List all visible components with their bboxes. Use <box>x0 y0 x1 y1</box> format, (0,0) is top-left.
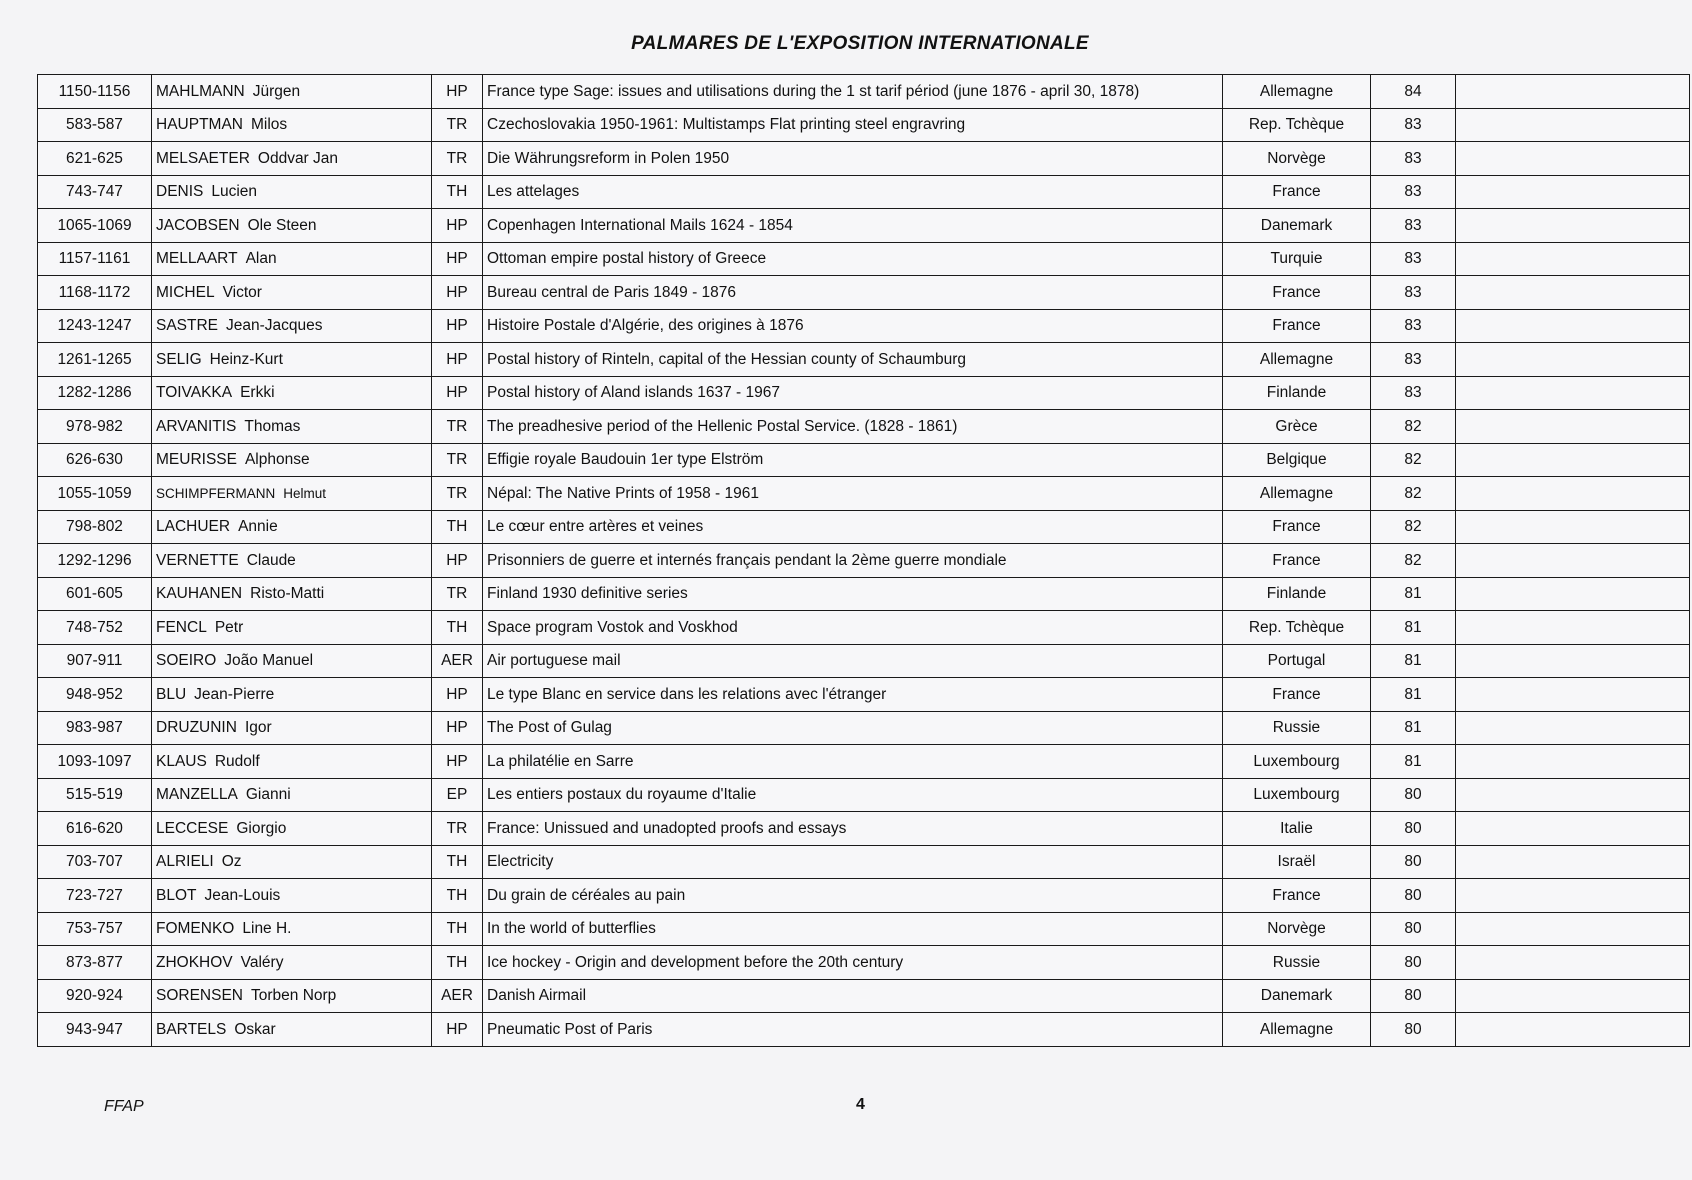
points-cell: 80 <box>1371 845 1456 879</box>
class-cell: TH <box>432 175 483 209</box>
award-cell <box>1456 812 1690 846</box>
country-cell: Allemagne <box>1223 75 1371 109</box>
exhibitor-name-cell <box>152 410 432 444</box>
exhibitor-name-cell <box>152 912 432 946</box>
points-cell: 82 <box>1371 410 1456 444</box>
country-cell: Portugal <box>1223 644 1371 678</box>
award-cell <box>1456 544 1690 578</box>
table-row <box>38 745 1690 779</box>
table-row <box>38 611 1690 645</box>
country-cell: France <box>1223 309 1371 343</box>
frame-numbers-cell: 616-620 <box>38 812 152 846</box>
table-row <box>38 644 1690 678</box>
award-cell <box>1456 175 1690 209</box>
exhibitor-last-name: HAUPTMAN <box>156 116 243 133</box>
frame-numbers-cell: 1157-1161 <box>38 242 152 276</box>
award-cell <box>1456 343 1690 377</box>
frame-numbers-cell: 978-982 <box>38 410 152 444</box>
exhibitor-name-cell <box>152 678 432 712</box>
points-cell: 82 <box>1371 544 1456 578</box>
class-cell: HP <box>432 745 483 779</box>
exhibit-title-cell: Les attelages <box>483 175 1223 209</box>
exhibitor-first-name: Heinz-Kurt <box>209 350 283 368</box>
exhibit-title-cell: Postal history of Aland islands 1637 - 1967 <box>483 376 1223 410</box>
exhibit-title-cell: The preadhesive period of the Hellenic Postal Service. (1828 - 1861) <box>483 410 1223 444</box>
table-row <box>38 778 1690 812</box>
exhibit-title-cell: Histoire Postale d'Algérie, des origines à 1876 <box>483 309 1223 343</box>
exhibitor-last-name: LACHUER <box>156 518 231 535</box>
class-cell: HP <box>432 309 483 343</box>
country-cell: Rep. Tchèque <box>1223 611 1371 645</box>
class-cell: TH <box>432 912 483 946</box>
points-cell: 80 <box>1371 879 1456 913</box>
exhibitor-last-name: ARVANITIS <box>156 417 237 435</box>
exhibitor-name-cell <box>152 577 432 611</box>
class-cell: HP <box>432 1013 483 1047</box>
table-row <box>38 678 1690 712</box>
exhibitor-last-name: SCHIMPFERMANN <box>156 485 276 501</box>
exhibitor-first-name: Alphonse <box>244 451 310 468</box>
table-row <box>38 175 1690 209</box>
table-row <box>38 510 1690 544</box>
class-cell: TR <box>432 410 483 444</box>
results-table <box>37 74 1690 1047</box>
frame-numbers-cell: 1065-1069 <box>38 209 152 243</box>
table-row <box>38 1013 1690 1047</box>
country-cell: Danemark <box>1223 209 1371 243</box>
exhibitor-first-name: Milos <box>250 116 288 133</box>
exhibitor-last-name: MICHEL <box>156 283 215 301</box>
country-cell: Turquie <box>1223 242 1371 276</box>
class-cell: HP <box>432 242 483 276</box>
class-cell: TH <box>432 845 483 879</box>
exhibit-title-cell: Le type Blanc en service dans les relations avec l'étranger <box>483 678 1223 712</box>
exhibitor-name-cell <box>152 376 432 410</box>
exhibitor-first-name: Lucien <box>211 183 258 200</box>
frame-numbers-cell: 943-947 <box>38 1013 152 1047</box>
table-row <box>38 276 1690 310</box>
points-cell: 80 <box>1371 812 1456 846</box>
award-cell <box>1456 678 1690 712</box>
exhibitor-last-name: MAHLMANN <box>156 82 245 100</box>
country-cell: France <box>1223 678 1371 712</box>
class-cell: AER <box>432 644 483 678</box>
class-cell: EP <box>432 778 483 812</box>
exhibitor-last-name: ALRIELI <box>156 853 214 870</box>
points-cell: 84 <box>1371 75 1456 109</box>
points-cell: 83 <box>1371 108 1456 142</box>
exhibitor-last-name: LECCESE <box>156 819 229 837</box>
exhibit-title-cell: In the world of butterflies <box>483 912 1223 946</box>
exhibitor-last-name: KLAUS <box>156 752 207 770</box>
table-row <box>38 410 1690 444</box>
exhibit-title-cell: Czechoslovakia 1950-1961: Multistamps Flat printing steel engravring <box>483 108 1223 142</box>
award-cell <box>1456 946 1690 980</box>
award-cell <box>1456 510 1690 544</box>
exhibitor-last-name: BARTELS <box>156 1020 227 1038</box>
table-row <box>38 711 1690 745</box>
exhibitor-first-name: Igor <box>244 719 272 736</box>
exhibitor-name-cell <box>152 477 432 511</box>
exhibit-title-cell: Danish Airmail <box>483 979 1223 1013</box>
country-cell: Rep. Tchèque <box>1223 108 1371 142</box>
class-cell: HP <box>432 711 483 745</box>
exhibitor-last-name: KAUHANEN <box>156 585 243 602</box>
class-cell: TH <box>432 510 483 544</box>
exhibitor-first-name: Alan <box>245 250 277 267</box>
award-cell <box>1456 912 1690 946</box>
exhibitor-last-name: TOIVAKKA <box>156 384 233 401</box>
exhibitor-name-cell <box>152 75 432 109</box>
exhibitor-name-cell <box>152 510 432 544</box>
points-cell: 83 <box>1371 309 1456 343</box>
exhibitor-first-name: Gianni <box>245 786 291 803</box>
award-cell <box>1456 477 1690 511</box>
points-cell: 80 <box>1371 979 1456 1013</box>
country-cell: Allemagne <box>1223 1013 1371 1047</box>
exhibit-title-cell: Postal history of Rinteln, capital of the Hessian county of Schaumburg <box>483 343 1223 377</box>
award-cell <box>1456 611 1690 645</box>
class-cell: TH <box>432 946 483 980</box>
exhibitor-name-cell <box>152 108 432 142</box>
exhibitor-name-cell <box>152 209 432 243</box>
table-row <box>38 443 1690 477</box>
exhibitor-name-cell <box>152 544 432 578</box>
exhibit-title-cell: Air portuguese mail <box>483 644 1223 678</box>
exhibit-title-cell: Du grain de céréales au pain <box>483 879 1223 913</box>
frame-numbers-cell: 1055-1059 <box>38 477 152 511</box>
exhibit-title-cell: Die Währungsreform in Polen 1950 <box>483 142 1223 176</box>
award-cell <box>1456 879 1690 913</box>
points-cell: 81 <box>1371 711 1456 745</box>
country-cell: France <box>1223 510 1371 544</box>
exhibitor-name-cell <box>152 343 432 377</box>
points-cell: 83 <box>1371 142 1456 176</box>
points-cell: 80 <box>1371 946 1456 980</box>
exhibitor-first-name: Oskar <box>234 1020 276 1038</box>
country-cell: Italie <box>1223 812 1371 846</box>
page-title: PALMARES DE L'EXPOSITION INTERNATIONALE <box>631 33 1089 54</box>
exhibitor-last-name: ZHOKHOV <box>156 953 233 971</box>
class-cell: HP <box>432 376 483 410</box>
exhibitor-first-name: Risto-Matti <box>250 585 325 602</box>
table-row <box>38 544 1690 578</box>
exhibitor-first-name: Ole Steen <box>247 216 317 234</box>
award-cell <box>1456 845 1690 879</box>
exhibitor-first-name: João Manuel <box>224 652 314 669</box>
exhibitor-first-name: Oz <box>221 853 242 870</box>
exhibit-title-cell: Copenhagen International Mails 1624 - 1854 <box>483 209 1223 243</box>
exhibitor-last-name: DENIS <box>156 183 204 200</box>
frame-numbers-cell: 1150-1156 <box>38 75 152 109</box>
award-cell <box>1456 108 1690 142</box>
table-row <box>38 879 1690 913</box>
exhibit-title-cell: Le cœur entre artères et veines <box>483 510 1223 544</box>
frame-numbers-cell: 1168-1172 <box>38 276 152 310</box>
exhibitor-last-name: JACOBSEN <box>156 216 240 234</box>
class-cell: HP <box>432 209 483 243</box>
exhibitor-last-name: BLOT <box>156 886 197 904</box>
exhibitor-last-name: SASTRE <box>156 317 219 334</box>
exhibitor-last-name: FOMENKO <box>156 920 235 937</box>
award-cell <box>1456 142 1690 176</box>
class-cell: TR <box>432 443 483 477</box>
exhibitor-name-cell <box>152 979 432 1013</box>
exhibitor-first-name: Line H. <box>242 920 292 937</box>
table-row <box>38 309 1690 343</box>
award-cell <box>1456 745 1690 779</box>
country-cell: France <box>1223 276 1371 310</box>
points-cell: 80 <box>1371 778 1456 812</box>
award-cell <box>1456 276 1690 310</box>
class-cell: TH <box>432 611 483 645</box>
exhibit-title-cell: Népal: The Native Prints of 1958 - 1961 <box>483 477 1223 511</box>
page-number: 4 <box>856 1096 865 1113</box>
frame-numbers-cell: 703-707 <box>38 845 152 879</box>
frame-numbers-cell: 1282-1286 <box>38 376 152 410</box>
exhibit-title-cell: Ottoman empire postal history of Greece <box>483 242 1223 276</box>
exhibitor-last-name: VERNETTE <box>156 551 239 569</box>
points-cell: 80 <box>1371 912 1456 946</box>
exhibitor-name-cell <box>152 946 432 980</box>
exhibit-title-cell: Electricity <box>483 845 1223 879</box>
exhibitor-name-cell <box>152 443 432 477</box>
points-cell: 82 <box>1371 477 1456 511</box>
exhibitor-name-cell <box>152 812 432 846</box>
points-cell: 81 <box>1371 611 1456 645</box>
exhibit-title-cell: Effigie royale Baudouin 1er type Elström <box>483 443 1223 477</box>
points-cell: 83 <box>1371 209 1456 243</box>
class-cell: TR <box>432 108 483 142</box>
table-row <box>38 209 1690 243</box>
country-cell: Luxembourg <box>1223 778 1371 812</box>
award-cell <box>1456 309 1690 343</box>
exhibitor-first-name: Helmut <box>283 485 327 501</box>
points-cell: 83 <box>1371 343 1456 377</box>
exhibitor-first-name: Torben Norp <box>251 987 337 1004</box>
exhibitor-name-cell <box>152 778 432 812</box>
class-cell: HP <box>432 343 483 377</box>
country-cell: Israël <box>1223 845 1371 879</box>
table-row <box>38 242 1690 276</box>
footer-organization: FFAP <box>104 1098 144 1115</box>
table-row <box>38 812 1690 846</box>
exhibit-title-cell: France type Sage: issues and utilisations during the 1 st tarif périod (june 1876 - april 30, 1878) <box>483 75 1223 109</box>
exhibitor-first-name: Thomas <box>244 417 301 435</box>
exhibitor-last-name: FENCL <box>156 618 207 636</box>
exhibitor-name-cell <box>152 644 432 678</box>
class-cell: HP <box>432 544 483 578</box>
exhibitor-name-cell <box>152 711 432 745</box>
country-cell: France <box>1223 175 1371 209</box>
exhibit-title-cell: France: Unissued and unadopted proofs and essays <box>483 812 1223 846</box>
frame-numbers-cell: 983-987 <box>38 711 152 745</box>
points-cell: 81 <box>1371 644 1456 678</box>
points-cell: 83 <box>1371 175 1456 209</box>
exhibitor-last-name: MEURISSE <box>156 451 237 468</box>
points-cell: 83 <box>1371 242 1456 276</box>
table-row <box>38 477 1690 511</box>
points-cell: 82 <box>1371 510 1456 544</box>
exhibitor-first-name: Oddvar Jan <box>257 149 339 167</box>
exhibitor-last-name: MELSAETER <box>156 149 250 167</box>
country-cell: Belgique <box>1223 443 1371 477</box>
exhibitor-name-cell <box>152 879 432 913</box>
table-row <box>38 912 1690 946</box>
class-cell: HP <box>432 75 483 109</box>
points-cell: 82 <box>1371 443 1456 477</box>
award-cell <box>1456 979 1690 1013</box>
frame-numbers-cell: 873-877 <box>38 946 152 980</box>
award-cell <box>1456 1013 1690 1047</box>
exhibitor-last-name: SORENSEN <box>156 987 243 1004</box>
award-cell <box>1456 75 1690 109</box>
class-cell: TR <box>432 477 483 511</box>
points-cell: 81 <box>1371 577 1456 611</box>
award-cell <box>1456 443 1690 477</box>
exhibitor-last-name: SOEIRO <box>156 652 217 669</box>
exhibitor-first-name: Jean-Pierre <box>194 685 275 703</box>
table-row <box>38 946 1690 980</box>
exhibitor-name-cell <box>152 175 432 209</box>
frame-numbers-cell: 1261-1265 <box>38 343 152 377</box>
country-cell: Russie <box>1223 711 1371 745</box>
country-cell: France <box>1223 544 1371 578</box>
frame-numbers-cell: 583-587 <box>38 108 152 142</box>
class-cell: HP <box>432 276 483 310</box>
exhibitor-first-name: Jean-Jacques <box>226 317 323 334</box>
frame-numbers-cell: 798-802 <box>38 510 152 544</box>
exhibit-title-cell: La philatélie en Sarre <box>483 745 1223 779</box>
exhibitor-first-name: Annie <box>238 518 278 535</box>
award-cell <box>1456 242 1690 276</box>
exhibitor-name-cell <box>152 276 432 310</box>
exhibit-title-cell: Pneumatic Post of Paris <box>483 1013 1223 1047</box>
exhibitor-first-name: Victor <box>222 283 262 301</box>
frame-numbers-cell: 753-757 <box>38 912 152 946</box>
exhibitor-last-name: SELIG <box>156 350 202 368</box>
points-cell: 81 <box>1371 678 1456 712</box>
frame-numbers-cell: 748-752 <box>38 611 152 645</box>
frame-numbers-cell: 907-911 <box>38 644 152 678</box>
frame-numbers-cell: 920-924 <box>38 979 152 1013</box>
results-table-body <box>38 75 1690 1047</box>
exhibitor-name-cell <box>152 242 432 276</box>
exhibitor-name-cell <box>152 1013 432 1047</box>
exhibitor-first-name: Petr <box>214 618 244 636</box>
country-cell: Russie <box>1223 946 1371 980</box>
class-cell: AER <box>432 979 483 1013</box>
points-cell: 83 <box>1371 376 1456 410</box>
frame-numbers-cell: 723-727 <box>38 879 152 913</box>
class-cell: TH <box>432 879 483 913</box>
table-row <box>38 108 1690 142</box>
country-cell: Norvège <box>1223 912 1371 946</box>
award-cell <box>1456 577 1690 611</box>
class-cell: TR <box>432 577 483 611</box>
award-cell <box>1456 644 1690 678</box>
frame-numbers-cell: 515-519 <box>38 778 152 812</box>
exhibitor-last-name: MELLAART <box>156 250 238 267</box>
exhibit-title-cell: Finland 1930 definitive series <box>483 577 1223 611</box>
frame-numbers-cell: 1243-1247 <box>38 309 152 343</box>
class-cell: HP <box>432 678 483 712</box>
country-cell: Finlande <box>1223 577 1371 611</box>
exhibitor-first-name: Giorgio <box>236 819 287 837</box>
award-cell <box>1456 778 1690 812</box>
exhibitor-first-name: Jean-Louis <box>204 886 281 904</box>
award-cell <box>1456 376 1690 410</box>
award-cell <box>1456 209 1690 243</box>
frame-numbers-cell: 621-625 <box>38 142 152 176</box>
frame-numbers-cell: 601-605 <box>38 577 152 611</box>
exhibitor-first-name: Jürgen <box>252 82 301 100</box>
exhibitor-name-cell <box>152 309 432 343</box>
frame-numbers-cell: 1093-1097 <box>38 745 152 779</box>
exhibitor-name-cell <box>152 611 432 645</box>
points-cell: 83 <box>1371 276 1456 310</box>
class-cell: TR <box>432 142 483 176</box>
country-cell: Norvège <box>1223 142 1371 176</box>
frame-numbers-cell: 948-952 <box>38 678 152 712</box>
table-row <box>38 845 1690 879</box>
frame-numbers-cell: 1292-1296 <box>38 544 152 578</box>
table-row <box>38 75 1690 109</box>
table-row <box>38 343 1690 377</box>
country-cell: Allemagne <box>1223 477 1371 511</box>
table-row <box>38 376 1690 410</box>
exhibit-title-cell: Prisonniers de guerre et internés français pendant la 2ème guerre mondiale <box>483 544 1223 578</box>
points-cell: 81 <box>1371 745 1456 779</box>
exhibitor-name-cell <box>152 745 432 779</box>
table-row <box>38 979 1690 1013</box>
exhibit-title-cell: Bureau central de Paris 1849 - 1876 <box>483 276 1223 310</box>
exhibitor-first-name: Claude <box>246 551 296 569</box>
exhibitor-name-cell <box>152 845 432 879</box>
exhibit-title-cell: Space program Vostok and Voskhod <box>483 611 1223 645</box>
country-cell: Danemark <box>1223 979 1371 1013</box>
exhibit-title-cell: The Post of Gulag <box>483 711 1223 745</box>
table-row <box>38 577 1690 611</box>
exhibitor-first-name: Erkki <box>240 384 275 401</box>
frame-numbers-cell: 626-630 <box>38 443 152 477</box>
frame-numbers-cell: 743-747 <box>38 175 152 209</box>
award-cell <box>1456 410 1690 444</box>
country-cell: Allemagne <box>1223 343 1371 377</box>
exhibitor-first-name: Rudolf <box>214 752 260 770</box>
country-cell: Grèce <box>1223 410 1371 444</box>
exhibit-title-cell: Ice hockey - Origin and development before the 20th century <box>483 946 1223 980</box>
points-cell: 80 <box>1371 1013 1456 1047</box>
country-cell: Luxembourg <box>1223 745 1371 779</box>
country-cell: France <box>1223 879 1371 913</box>
award-cell <box>1456 711 1690 745</box>
exhibitor-name-cell <box>152 142 432 176</box>
exhibitor-last-name: BLU <box>156 685 187 703</box>
exhibitor-first-name: Valéry <box>240 953 284 971</box>
country-cell: Finlande <box>1223 376 1371 410</box>
exhibitor-last-name: MANZELLA <box>156 786 238 803</box>
table-row <box>38 142 1690 176</box>
class-cell: TR <box>432 812 483 846</box>
exhibit-title-cell: Les entiers postaux du royaume d'Italie <box>483 778 1223 812</box>
exhibitor-last-name: DRUZUNIN <box>156 719 237 736</box>
